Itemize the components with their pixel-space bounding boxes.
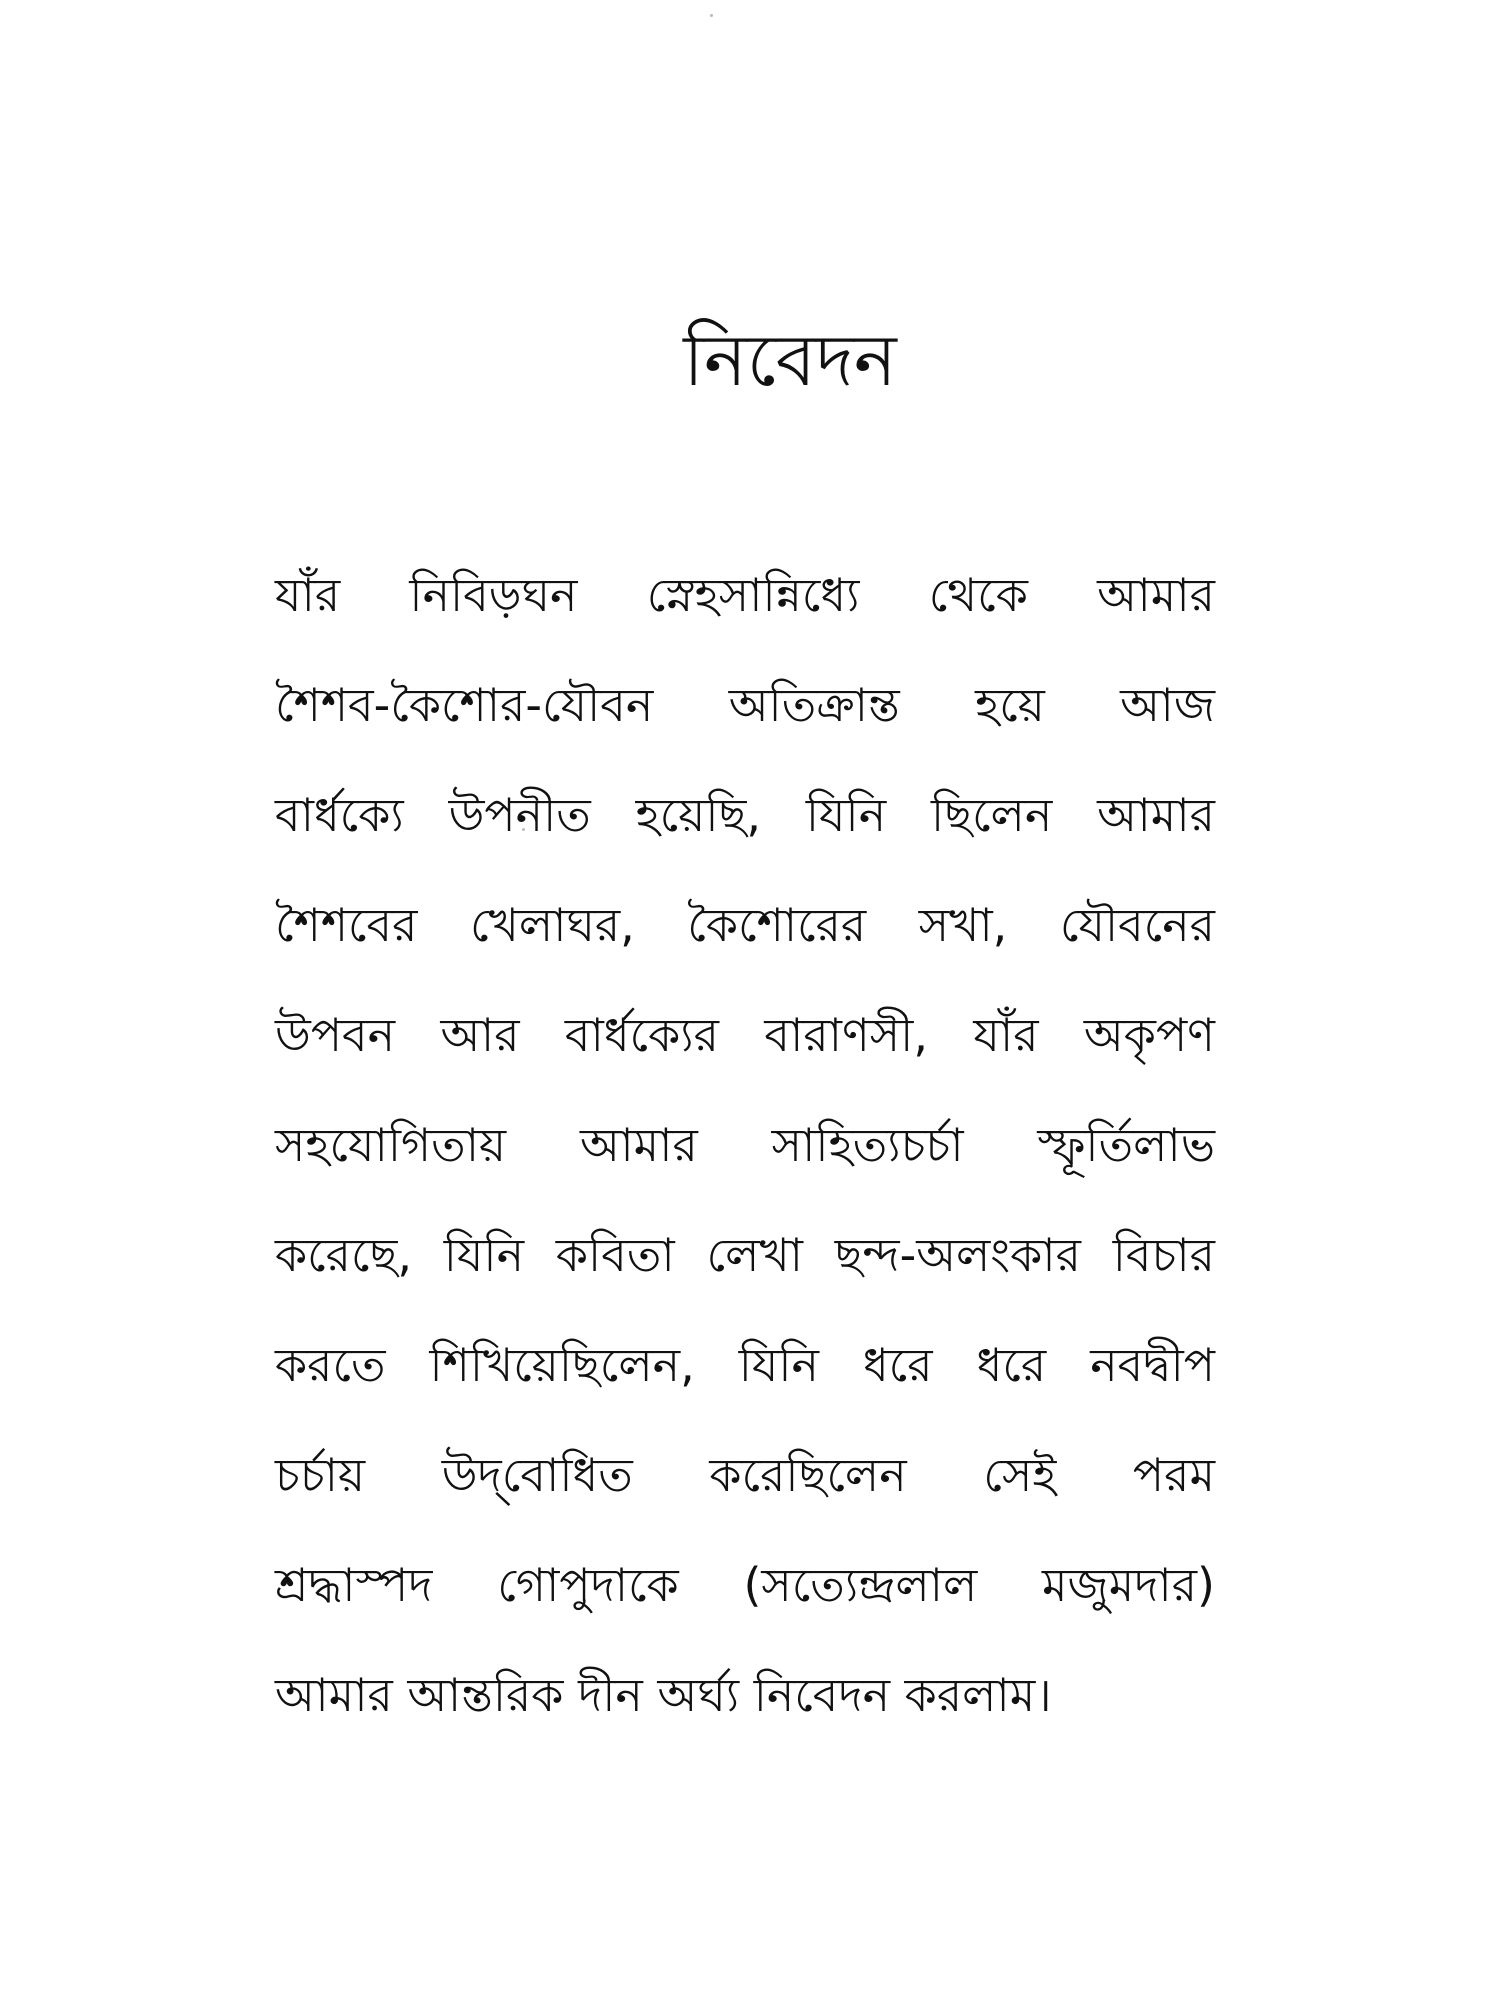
paragraph-line: করেছে, যিনি কবিতা লেখা ছন্দ-অলংকার বিচার	[275, 1228, 1215, 1282]
paragraph-line: সহযোগিতায় আমার সাহিত্যচর্চা স্ফূর্তিলাভ	[275, 1118, 1215, 1172]
paper-speck	[710, 14, 713, 17]
paragraph-line: শৈশব-কৈশোর-যৌবন অতিক্রান্ত হয়ে আজ	[275, 678, 1215, 732]
paragraph-line: শৈশবের খেলাঘর, কৈশোরের সখা, যৌবনের	[275, 898, 1215, 952]
paragraph-line: আমার আন্তরিক দীন অর্ঘ্য নিবেদন করলাম।	[275, 1668, 1052, 1722]
paragraph-line: বার্ধক্যে উপনীত হয়েছি, যিনি ছিলেন আমার	[275, 788, 1215, 842]
paragraph-line: উপবন আর বার্ধক্যের বারাণসী, যাঁর অকৃপণ	[275, 1008, 1215, 1062]
paragraph-line: চর্চায় উদ্‌বোধিত করেছিলেন সেই পরম	[275, 1448, 1215, 1502]
page-title: নিবেদন	[683, 318, 897, 402]
paragraph-line: যাঁর নিবিড়ঘন স্নেহসান্নিধ্যে থেকে আমার	[275, 568, 1215, 622]
paragraph-line: শ্রদ্ধাস্পদ গোপুদাকে (সত্যেন্দ্রলাল মজুমদার)	[275, 1558, 1215, 1612]
paragraph-line: করতে শিখিয়েছিলেন, যিনি ধরে ধরে নবদ্বীপ	[275, 1338, 1215, 1392]
dedication-paragraph	[275, 540, 1215, 1750]
